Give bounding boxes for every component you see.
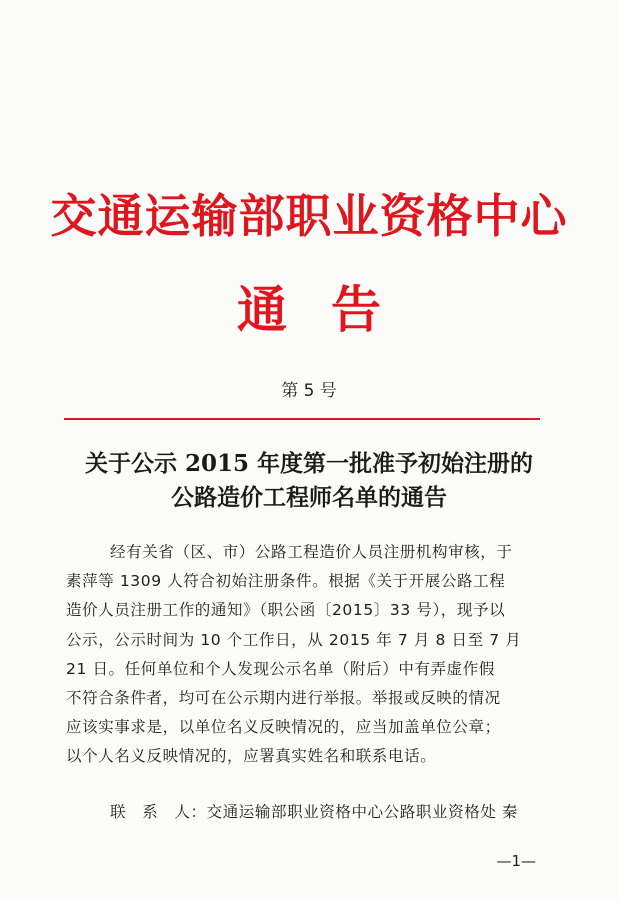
notice-title-line-2: 公路造价工程师名单的通告 <box>171 484 447 511</box>
body-line: 素萍等 1309 人符合初始注册条件。根据《关于开展公路工程 <box>66 572 506 591</box>
body-line: 不符合条件者，均可在公示期内进行举报。举报或反映的情况 <box>66 689 501 708</box>
body-line: 应该实事求是，以单位名义反映情况的，应当加盖单位公章； <box>66 718 501 737</box>
red-divider-line <box>64 418 540 420</box>
body-line: 造价人员注册工作的通知》（职公函〔2015〕33 号），现予以 <box>66 601 506 620</box>
document-type: 通告 <box>237 280 425 339</box>
body-line: 经有关省（区、市）公路工程造价人员注册机构审核，于 <box>110 543 513 561</box>
notice-body <box>66 538 540 772</box>
contact-person-line: 联 系 人：交通运输部职业资格中心公路职业资格处 秦 <box>110 803 519 821</box>
body-line: 21 日。任何单位和个人发现公示名单（附后）中有弄虚作假 <box>66 659 495 678</box>
issuing-organization: 交通运输部职业资格中心 <box>50 189 568 243</box>
page-number: —1— <box>496 852 536 870</box>
notice-title <box>40 447 578 515</box>
notice-title-line-1: 关于公示 2015 年度第一批准予初始注册的 <box>84 450 534 477</box>
body-line: 以个人名义反映情况的，应署真实姓名和联系电话。 <box>66 747 437 766</box>
body-line: 公示，公示时间为 10 个工作日，从 2015 年 7 月 8 日至 7 月 <box>66 630 522 649</box>
document-number: 第 5 号 <box>281 381 337 401</box>
